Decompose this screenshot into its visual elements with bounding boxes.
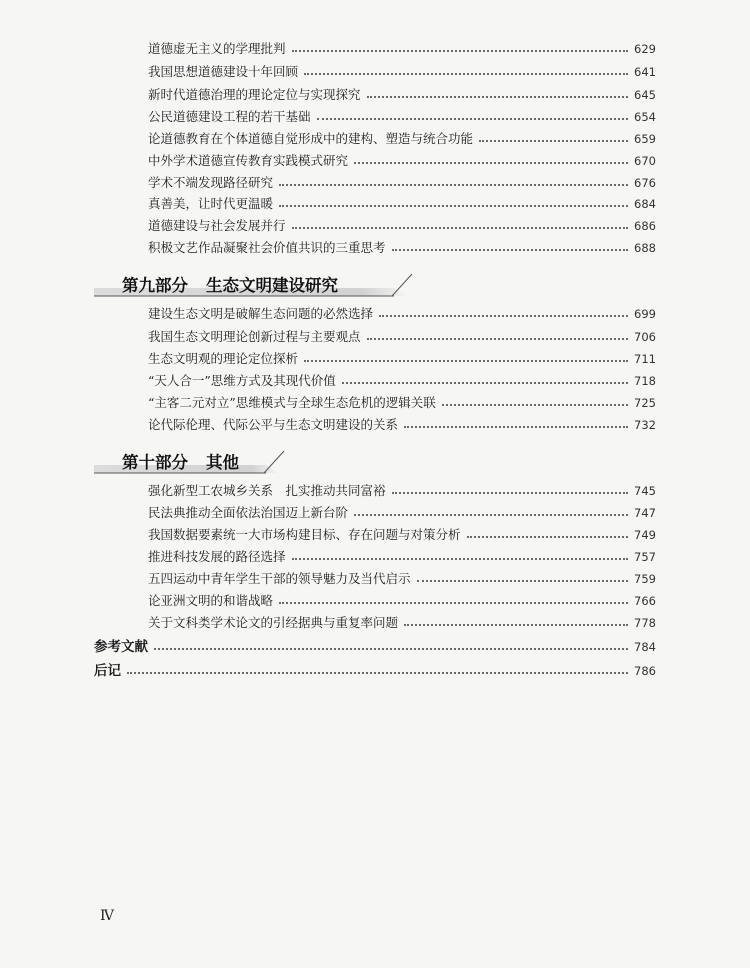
section-heading-9[interactable] xyxy=(94,266,424,300)
toc-entry-page: 654 xyxy=(634,110,656,124)
toc-entry[interactable] xyxy=(148,38,656,60)
toc-entry-page: 659 xyxy=(634,132,656,146)
toc-entry-title: 后记 xyxy=(94,663,121,679)
leader-dots xyxy=(404,426,628,428)
toc-entry-page: 718 xyxy=(634,374,656,388)
leader-dots xyxy=(154,648,628,650)
toc-entry-page: 629 xyxy=(634,42,656,56)
toc-entry[interactable] xyxy=(148,524,656,546)
leader-dots xyxy=(292,50,629,52)
leader-dots xyxy=(317,118,629,120)
toc-entry-title: 我国数据要素统一大市场构建目标、存在问题与对策分析 xyxy=(148,527,461,542)
toc-entry-page: 784 xyxy=(634,640,656,654)
toc-entry-title: “天人合一”思维方式及其现代价值 xyxy=(148,373,336,388)
toc-entry-title: 公民道德建设工程的若干基础 xyxy=(148,109,311,124)
toc-entry-title: 道德虚无主义的学理批判 xyxy=(148,41,286,56)
toc-entry-title: 强化新型工农城乡关系 扎实推动共同富裕 xyxy=(148,483,386,498)
leader-dots xyxy=(279,184,628,186)
toc-entry-title: 参考文献 xyxy=(94,639,148,655)
toc-entry-title: 论代际伦理、代际公平与生态文明建设的关系 xyxy=(148,417,399,432)
toc-entry-page: 676 xyxy=(634,176,656,190)
toc-entry-page: 641 xyxy=(634,65,656,79)
toc-entry-page: 757 xyxy=(634,550,656,564)
leader-dots xyxy=(354,162,628,164)
toc-entry[interactable] xyxy=(148,303,656,325)
toc-entry-page: 759 xyxy=(634,572,656,586)
leader-dots xyxy=(304,73,628,75)
toc-entry[interactable] xyxy=(148,237,656,259)
toc-entry-page: 688 xyxy=(634,241,656,255)
toc-entry-title: 五四运动中青年学生干部的领导魅力及当代启示 xyxy=(148,571,411,586)
leader-dots xyxy=(292,558,629,560)
leader-dots xyxy=(342,382,628,384)
toc-entry-page: 766 xyxy=(634,594,656,608)
toc-entry-page: 711 xyxy=(634,352,656,366)
toc-entry[interactable] xyxy=(148,480,656,502)
leader-dots xyxy=(279,602,628,604)
leader-dots xyxy=(304,360,628,362)
toc-entry-title: 新时代道德治理的理论定位与实现探究 xyxy=(148,87,361,102)
leader-dots xyxy=(417,580,629,582)
leader-dots xyxy=(467,536,629,538)
toc-entry[interactable] xyxy=(148,568,656,590)
toc-entry-page: 786 xyxy=(634,664,656,678)
toc-entry-title: 中外学术道德宣传教育实践模式研究 xyxy=(148,153,349,168)
toc-entry[interactable] xyxy=(148,215,656,237)
leader-dots xyxy=(392,249,629,251)
toc-entry-title: 我国思想道德建设十年回顾 xyxy=(148,64,299,79)
toc-entry-page: 778 xyxy=(634,616,656,630)
toc-entry-page: 670 xyxy=(634,154,656,168)
toc-entry-page: 725 xyxy=(634,396,656,410)
toc-entry-title: 道德建设与社会发展并行 xyxy=(148,218,286,233)
toc-entry-page: 747 xyxy=(634,506,656,520)
section-label: 第十部分 xyxy=(122,453,188,472)
toc-entry[interactable] xyxy=(148,128,656,150)
leader-dots xyxy=(279,205,628,207)
toc-entry-page: 706 xyxy=(634,330,656,344)
toc-entry-title: 建设生态文明是破解生态问题的必然选择 xyxy=(148,306,374,321)
toc-entry-title: 生态文明观的理论定位探析 xyxy=(148,351,299,366)
toc-entry-title: “主客二元对立”思维模式与全球生态危机的逻辑关联 xyxy=(148,395,436,410)
leader-dots xyxy=(354,514,628,516)
toc-entry-page: 749 xyxy=(634,528,656,542)
toc-entry-page: 684 xyxy=(634,197,656,211)
toc-entry[interactable] xyxy=(148,590,656,612)
toc-top-entry-references[interactable] xyxy=(94,636,656,658)
toc-entry[interactable] xyxy=(148,150,656,172)
toc-entry-title: 民法典推动全面依法治国迈上新台阶 xyxy=(148,505,349,520)
leader-dots xyxy=(367,96,629,98)
toc-entry-page: 745 xyxy=(634,484,656,498)
toc-entry[interactable] xyxy=(148,106,656,128)
toc-entry[interactable] xyxy=(148,193,656,215)
section-name: 其他 xyxy=(206,453,239,472)
leader-dots xyxy=(292,227,629,229)
toc-entry-title: 推进科技发展的路径选择 xyxy=(148,549,286,564)
toc-entry-title: 学术不端发现路径研究 xyxy=(148,175,274,190)
toc-entry[interactable] xyxy=(148,61,656,83)
toc-entry-page: 686 xyxy=(634,219,656,233)
toc-entry-title: 真善美，让时代更温暖 xyxy=(148,196,274,211)
toc-entry-title: 论道德教育在个体道德自觉形成中的建构、塑造与统合功能 xyxy=(148,131,474,146)
toc-entry[interactable] xyxy=(148,546,656,568)
toc-entry-title: 关于文科类学术论文的引经据典与重复率问题 xyxy=(148,615,399,630)
toc-entry-page: 699 xyxy=(634,307,656,321)
leader-dots xyxy=(392,492,629,494)
toc-entry[interactable] xyxy=(148,348,656,370)
section-label: 第九部分 xyxy=(122,276,188,295)
section-name: 生态文明建设研究 xyxy=(206,276,338,295)
toc-entry[interactable] xyxy=(148,172,656,194)
section-heading-10[interactable] xyxy=(94,443,424,477)
toc-entry[interactable] xyxy=(148,502,656,524)
toc-entry-title: 积极文艺作品凝聚社会价值共识的三重思考 xyxy=(148,240,386,255)
page-number: Ⅳ xyxy=(100,908,114,924)
toc-entry[interactable] xyxy=(148,414,656,436)
leader-dots xyxy=(127,672,628,674)
toc-entry-title: 论亚洲文明的和谐战略 xyxy=(148,593,274,608)
toc-top-entry-postscript[interactable] xyxy=(94,660,656,682)
leader-dots xyxy=(404,624,628,626)
toc-entry[interactable] xyxy=(148,612,656,634)
leader-dots xyxy=(379,315,628,317)
toc-entry[interactable] xyxy=(148,326,656,348)
toc-entry[interactable] xyxy=(148,84,656,106)
leader-dots xyxy=(442,404,628,406)
toc-entry[interactable] xyxy=(148,370,656,392)
toc-entry-page: 645 xyxy=(634,88,656,102)
leader-dots xyxy=(479,140,628,142)
toc-entry-title: 我国生态文明理论创新过程与主要观点 xyxy=(148,329,361,344)
toc-entry-page: 732 xyxy=(634,418,656,432)
toc-entry[interactable] xyxy=(148,392,656,414)
leader-dots xyxy=(367,338,629,340)
